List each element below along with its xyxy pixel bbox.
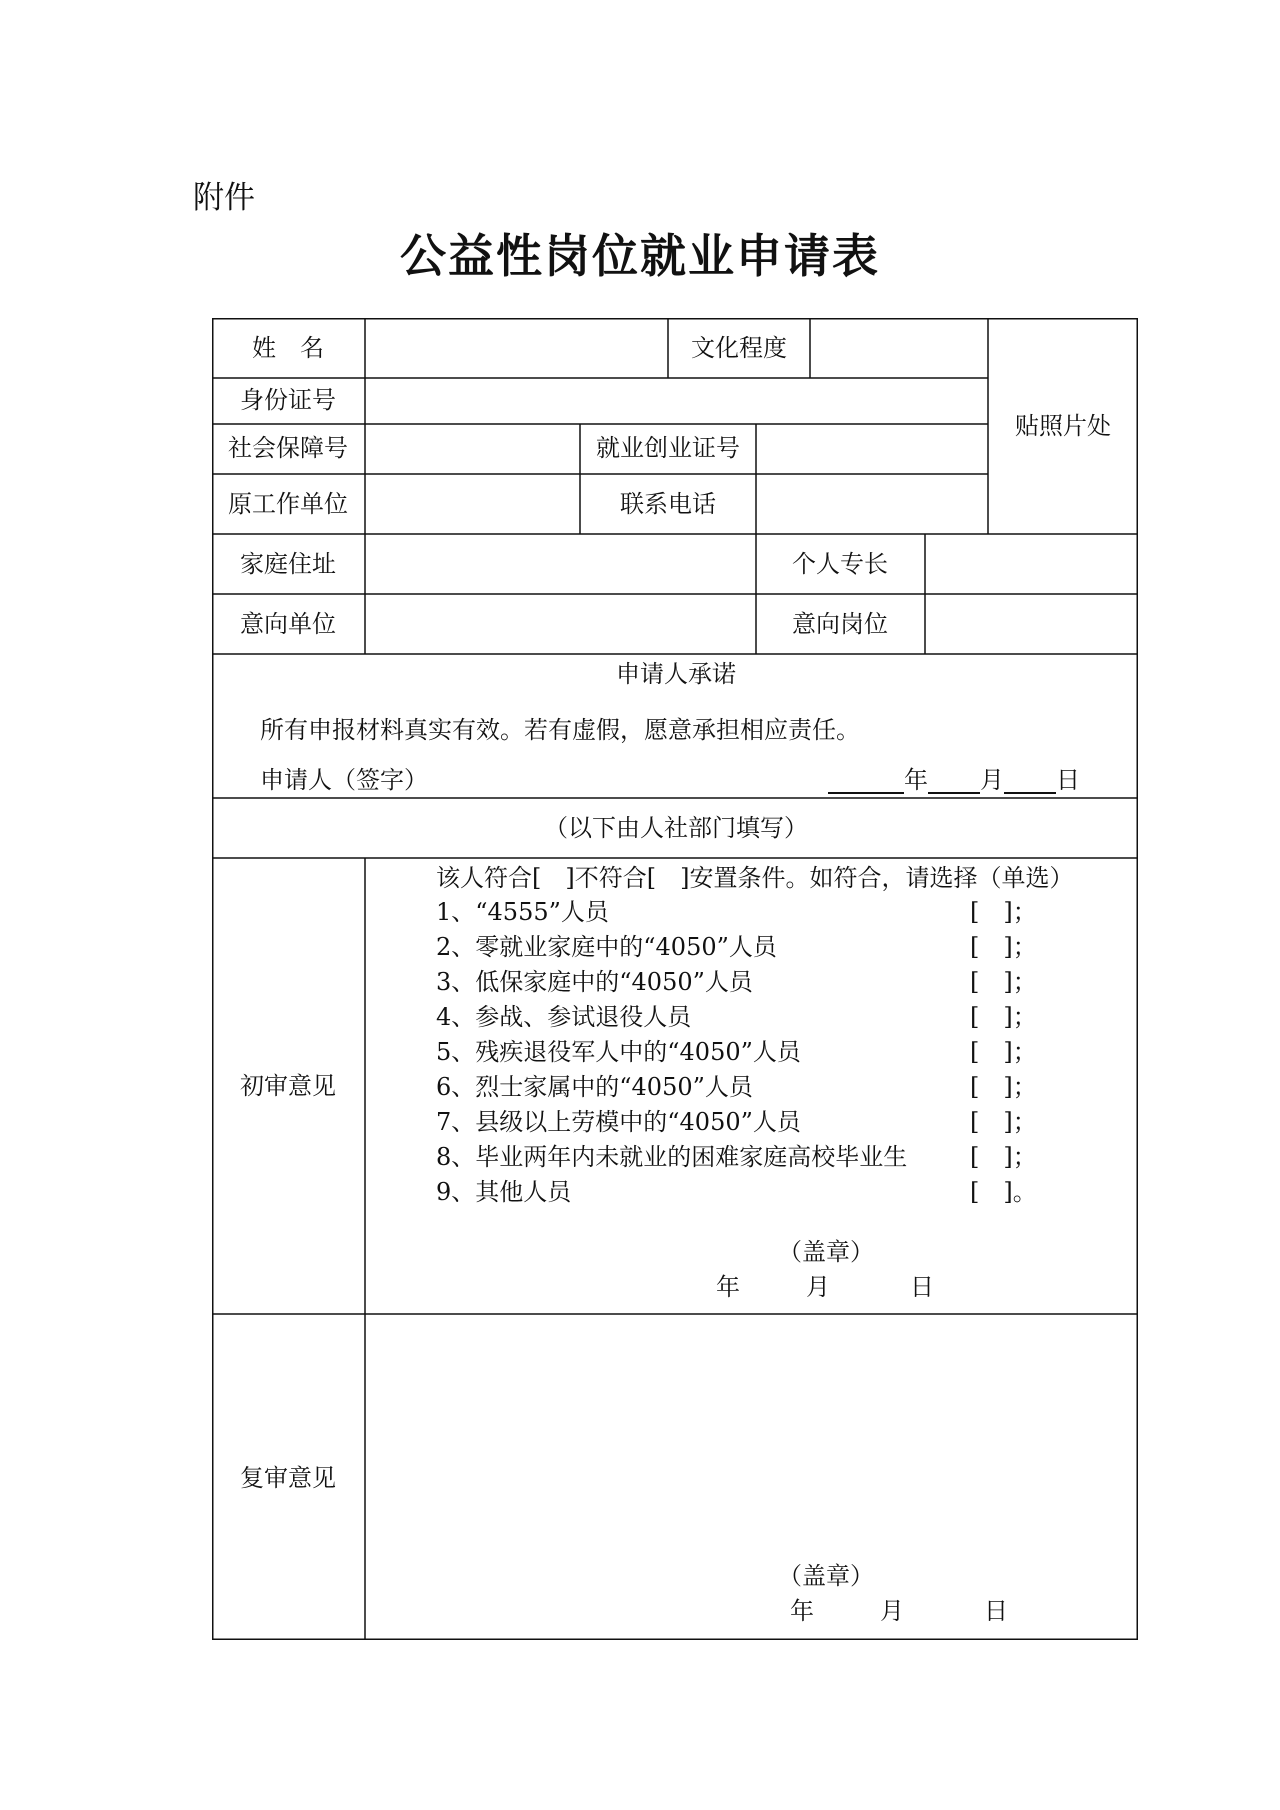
applicant-signature-label: 申请人（签字） bbox=[260, 766, 428, 794]
month-blank bbox=[928, 770, 980, 794]
day-blank bbox=[1004, 770, 1056, 794]
employment-cert-label: 就业创业证号 bbox=[596, 434, 740, 462]
pledge-text: 所有申报材料真实有效。若有虚假，愿意承担相应责任。 bbox=[260, 716, 860, 744]
initial-review-year: 年 bbox=[716, 1273, 740, 1301]
option-checkbox[interactable]: [ ]； bbox=[970, 1143, 1037, 1171]
former-employer-label: 原工作单位 bbox=[228, 490, 348, 518]
option-item: 2、零就业家庭中的“4050”人员 bbox=[436, 933, 777, 961]
home-address-label: 家庭住址 bbox=[240, 550, 336, 578]
day-label: 日 bbox=[1056, 766, 1080, 794]
initial-review-seal: （盖章） bbox=[778, 1238, 874, 1266]
initial-review-day: 日 bbox=[910, 1273, 934, 1301]
education-label: 文化程度 bbox=[691, 334, 787, 362]
attachment-label: 附件 bbox=[193, 180, 255, 216]
option-item: 3、低保家庭中的“4050”人员 bbox=[436, 968, 753, 996]
month-label: 月 bbox=[980, 766, 1004, 794]
option-item: 5、残疾退役军人中的“4050”人员 bbox=[436, 1038, 801, 1066]
option-item: 7、县级以上劳模中的“4050”人员 bbox=[436, 1108, 801, 1136]
social-security-label: 社会保障号 bbox=[228, 434, 348, 462]
initial-review-month: 月 bbox=[806, 1273, 830, 1301]
option-item: 1、“4555”人员 bbox=[436, 898, 609, 926]
re-review-month: 月 bbox=[880, 1597, 904, 1625]
initial-review-label: 初审意见 bbox=[240, 1072, 336, 1100]
option-checkbox[interactable]: [ ]； bbox=[970, 898, 1037, 926]
year-blank bbox=[828, 770, 904, 794]
phone-label: 联系电话 bbox=[620, 490, 716, 518]
specialty-label: 个人专长 bbox=[792, 550, 888, 578]
intended-post-label: 意向岗位 bbox=[792, 610, 888, 638]
option-item: 6、烈士家属中的“4050”人员 bbox=[436, 1073, 753, 1101]
id-number-label: 身份证号 bbox=[240, 386, 336, 414]
option-item: 4、参战、参试退役人员 bbox=[436, 1003, 692, 1031]
re-review-seal: （盖章） bbox=[778, 1562, 874, 1590]
option-checkbox[interactable]: [ ]； bbox=[970, 968, 1037, 996]
application-form bbox=[212, 318, 1138, 1640]
intended-unit-label: 意向单位 bbox=[240, 610, 336, 638]
re-review-label: 复审意见 bbox=[240, 1464, 336, 1492]
re-review-day: 日 bbox=[984, 1597, 1008, 1625]
pledge-heading: 申请人承诺 bbox=[616, 660, 736, 688]
option-item: 8、毕业两年内未就业的困难家庭高校毕业生 bbox=[436, 1143, 908, 1171]
option-item: 9、其他人员 bbox=[436, 1178, 572, 1206]
name-label: 姓 名 bbox=[252, 334, 324, 362]
year-label: 年 bbox=[904, 766, 928, 794]
photo-placeholder-label: 贴照片处 bbox=[1015, 412, 1111, 440]
option-checkbox[interactable]: [ ]； bbox=[970, 1108, 1037, 1136]
option-checkbox[interactable]: [ ]； bbox=[970, 933, 1037, 961]
pledge-date bbox=[828, 766, 1080, 794]
option-checkbox[interactable]: [ ]； bbox=[970, 1038, 1037, 1066]
option-checkbox[interactable]: [ ]； bbox=[970, 1003, 1037, 1031]
eligibility-statement: 该人符合[ ]不符合[ ]安置条件。如符合，请选择（单选） bbox=[436, 864, 1074, 892]
department-note: （以下由人社部门填写） bbox=[544, 814, 808, 842]
form-title: 公益性岗位就业申请表 bbox=[400, 229, 880, 283]
re-review-year: 年 bbox=[790, 1597, 814, 1625]
option-checkbox[interactable]: [ ]。 bbox=[970, 1178, 1037, 1206]
option-checkbox[interactable]: [ ]； bbox=[970, 1073, 1037, 1101]
